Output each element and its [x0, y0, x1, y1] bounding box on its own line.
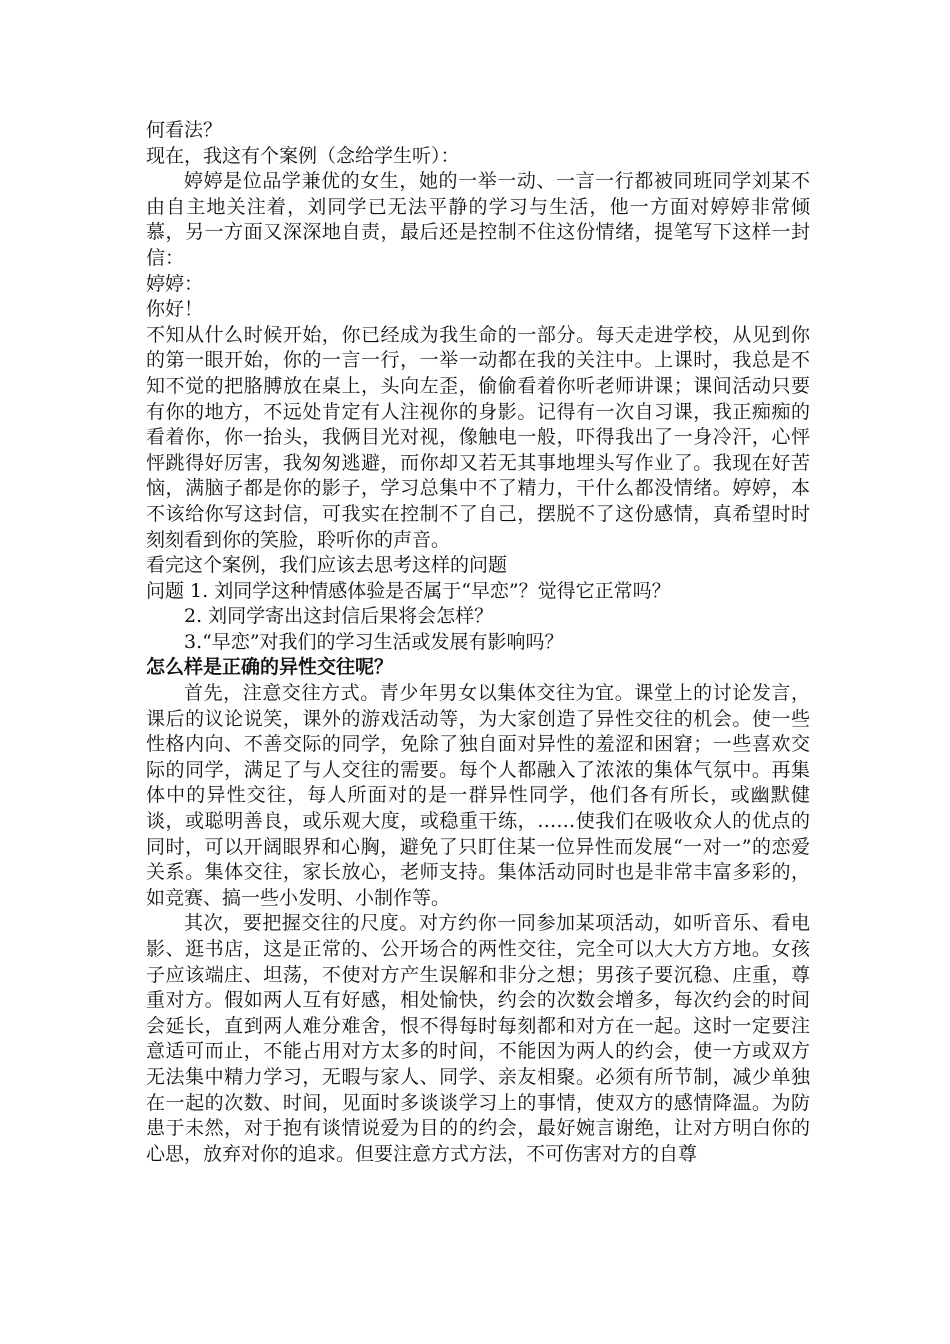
reflection-intro: 看完这个案例，我们应该去思考这样的问题 — [146, 554, 508, 577]
letter-greeting: 你好！ — [146, 298, 204, 321]
case-story-paragraph: 婷婷是位品学兼优的女生，她的一举一动、一言一行都被同班同学刘某不由自主地关注着，刘同学已无法平静的学习与生活，他一方面对婷婷非常倾慕，另一方面又深深地自责，最后还是控制不住这份情绪，提笔写下这样一封信： — [146, 170, 810, 269]
section-heading: 怎么样是正确的异性交往呢？ — [146, 656, 394, 679]
case-intro: 现在，我这有个案例（念给学生听）： — [146, 144, 460, 167]
paragraph-interaction-limits: 其次，要把握交往的尺度。对方约你一同参加某项活动，如听音乐、看电影、逛书店，这是正常的、公开场合的两性交往，完全可以大大方方地。女孩子应该端庄、坦荡，不使对方产生误解和非分之想；男孩子要沉稳、庄重，尊重对方。假如两人互有好感，相处愉快，约会的次数会增多，每次约会的时间会延长，直到两人难分难舍，恨不得每时每刻都和对方在一起。这时一定要注意适可而止，不能占用对方太多的时间，不能因为两人的约会，使一方或双方无法集中精力学习，无暇与家人、同学、亲友相聚。必须有所节制，减少单独在一起的次数、时间，见面时多谈谈学习上的事情，使双方的感情降温。为防患于未然，对于抱有谈情说爱为目的的约会，最好婉言谢绝，让对方明白你的心思，放弃对你的追求。但要注意方式方法，不可伤害对方的自尊 — [146, 912, 810, 1165]
question-item-3: 3.“早恋”对我们的学习生活或发展有影响吗？ — [184, 630, 564, 653]
letter-salutation: 婷婷： — [146, 272, 204, 295]
letter-body-paragraph: 不知从什么时候开始，你已经成为我生命的一部分。每天走进学校，从见到你的第一眼开始，你的一言一行，一举一动都在我的关注中。上课时，我总是不知不觉的把胳膊放在桌上，头向左歪，偷偷看着你听老师讲课；课间活动只要有你的地方，不远处肯定有人注视你的身影。记得有一次自习课，我正痴痴的看着你，你一抬头，我俩目光对视，像触电一般，吓得我出了一身冷汗，心怦怦跳得好厉害，我匆匆逃避，而你却又若无其事地埋头写作业了。我现在好苦恼，满脑子都是你的影子，学习总集中不了精力，干什么都没情绪。婷婷，本不该给你写这封信，可我实在控制不了自己，摆脱不了这份感情，真希望时时刻刻看到你的笑脸，聆听你的声音。 — [146, 323, 810, 551]
opening-question-end: 何看法？ — [146, 119, 223, 141]
question-item-1: 问题 1. 刘同学这种情感体验是否属于“早恋”？觉得它正常吗？ — [146, 579, 671, 602]
document-page — [146, 118, 810, 1167]
question-item-2: 2. 刘同学寄出这封信后果将会怎样？ — [184, 605, 494, 628]
paragraph-interaction-method: 首先，注意交往方式。青少年男女以集体交往为宜。课堂上的讨论发言，课后的议论说笑，课外的游戏活动等，为大家创造了异性交往的机会。使一些性格内向、不善交际的同学，免除了独自面对异性的羞涩和困窘；一些喜欢交际的同学，满足了与人交往的需要。每个人都融入了浓浓的集体气氛中。再集体中的异性交往，每人所面对的是一群异性同学，他们各有所长，或幽默健谈，或聪明善良，或乐观大度，或稳重干练，……使我们在吸收众人的优点的同时，可以开阔眼界和心胸，避免了只盯住某一位异性而发展“一对一”的恋爱关系。集体交往，家长放心，老师支持。集体活动同时也是非常丰富多彩的，如竞赛、搞一些小发明、小制作等。 — [146, 682, 810, 909]
